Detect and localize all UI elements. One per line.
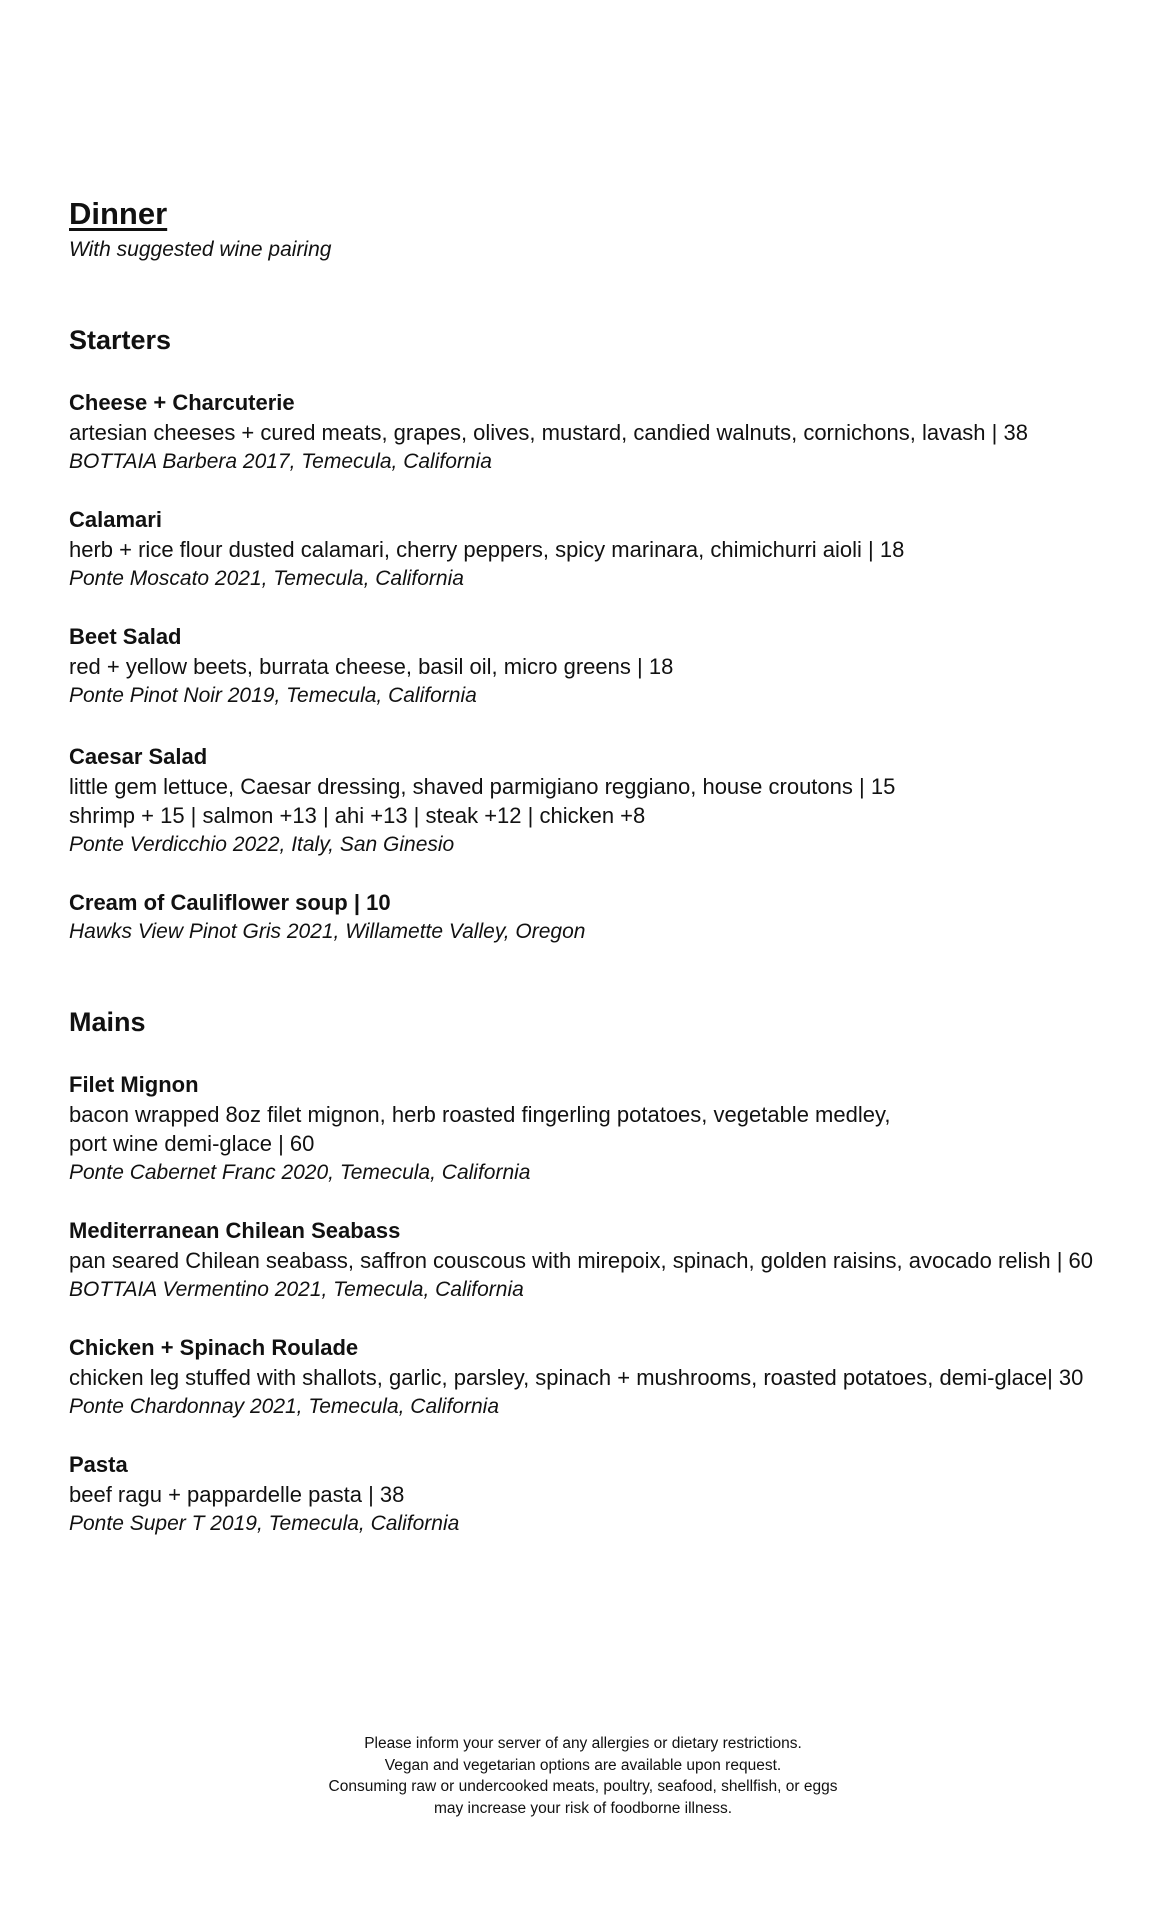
menu-item-name: Filet Mignon (69, 1072, 199, 1097)
footer-line: Consuming raw or undercooked meats, poultry, seafood, shellfish, or eggs (328, 1778, 838, 1795)
footer-line: Vegan and vegetarian options are available upon request. (384, 1756, 782, 1774)
footer-line: Please inform your server of any allergies or dietary restrictions. (364, 1735, 802, 1752)
wine-pairing: Ponte Moscato 2021, Temecula, California (69, 567, 464, 590)
menu-item-description: chicken leg stuffed with shallots, garlic, parsley, spinach + mushrooms, roasted potatoes, demi-glace| 30 (69, 1365, 1084, 1390)
wine-pairing: Ponte Verdicchio 2022, Italy, San Ginesio (69, 833, 455, 856)
menu-item-name: Mediterranean Chilean Seabass (69, 1218, 401, 1243)
menu-item-addons: shrimp + 15 | salmon +13 | ahi +13 | steak +12 | chicken +8 (69, 803, 646, 828)
page-title: Dinner (69, 196, 168, 231)
wine-pairing: Ponte Super T 2019, Temecula, California (69, 1512, 460, 1535)
menu-item-name: Beet Salad (69, 624, 182, 649)
menu-item-description: port wine demi-glace | 60 (69, 1131, 315, 1156)
menu-item-name: Caesar Salad (69, 744, 208, 769)
menu-item-name: Pasta (69, 1452, 128, 1477)
menu-item-description: artesian cheeses + cured meats, grapes, olives, mustard, candied walnuts, cornichons, lavash | 38 (69, 420, 1028, 445)
menu-item-description: herb + rice flour dusted calamari, cherry peppers, spicy marinara, chimichurri aioli | 18 (69, 537, 905, 562)
menu-item-name: Cheese + Charcuterie (69, 390, 295, 415)
wine-pairing: Ponte Cabernet Franc 2020, Temecula, California (69, 1161, 531, 1184)
menu-item-description: little gem lettuce, Caesar dressing, shaved parmigiano reggiano, house croutons | 15 (69, 774, 896, 799)
wine-pairing: BOTTAIA Barbera 2017, Temecula, California (69, 450, 492, 473)
section-heading-starters: Starters (69, 325, 172, 355)
section-heading-mains: Mains (69, 1007, 146, 1037)
menu-item-name: Chicken + Spinach Roulade (69, 1335, 359, 1360)
menu-item-description: beef ragu + pappardelle pasta | 38 (69, 1482, 405, 1507)
wine-pairing: BOTTAIA Vermentino 2021, Temecula, California (69, 1278, 524, 1301)
page-subtitle: With suggested wine pairing (69, 238, 332, 261)
wine-pairing: Ponte Pinot Noir 2019, Temecula, California (69, 684, 477, 707)
menu-item-description: pan seared Chilean seabass, saffron couscous with mirepoix, spinach, golden raisins, avocado relish | 60 (69, 1248, 1093, 1273)
wine-pairing: Ponte Chardonnay 2021, Temecula, California (69, 1395, 499, 1418)
menu-item-description: bacon wrapped 8oz filet mignon, herb roasted fingerling potatoes, vegetable medley, (69, 1102, 891, 1127)
allergy-notice (0, 1733, 1166, 1819)
wine-pairing: Hawks View Pinot Gris 2021, Willamette Valley, Oregon (69, 920, 586, 943)
menu-item-name: Cream of Cauliflower soup | 10 (69, 890, 391, 915)
footer-line: may increase your risk of foodborne illness. (433, 1799, 733, 1817)
menu-item-name: Calamari (69, 507, 162, 532)
menu-item-description: red + yellow beets, burrata cheese, basil oil, micro greens | 18 (69, 654, 674, 679)
